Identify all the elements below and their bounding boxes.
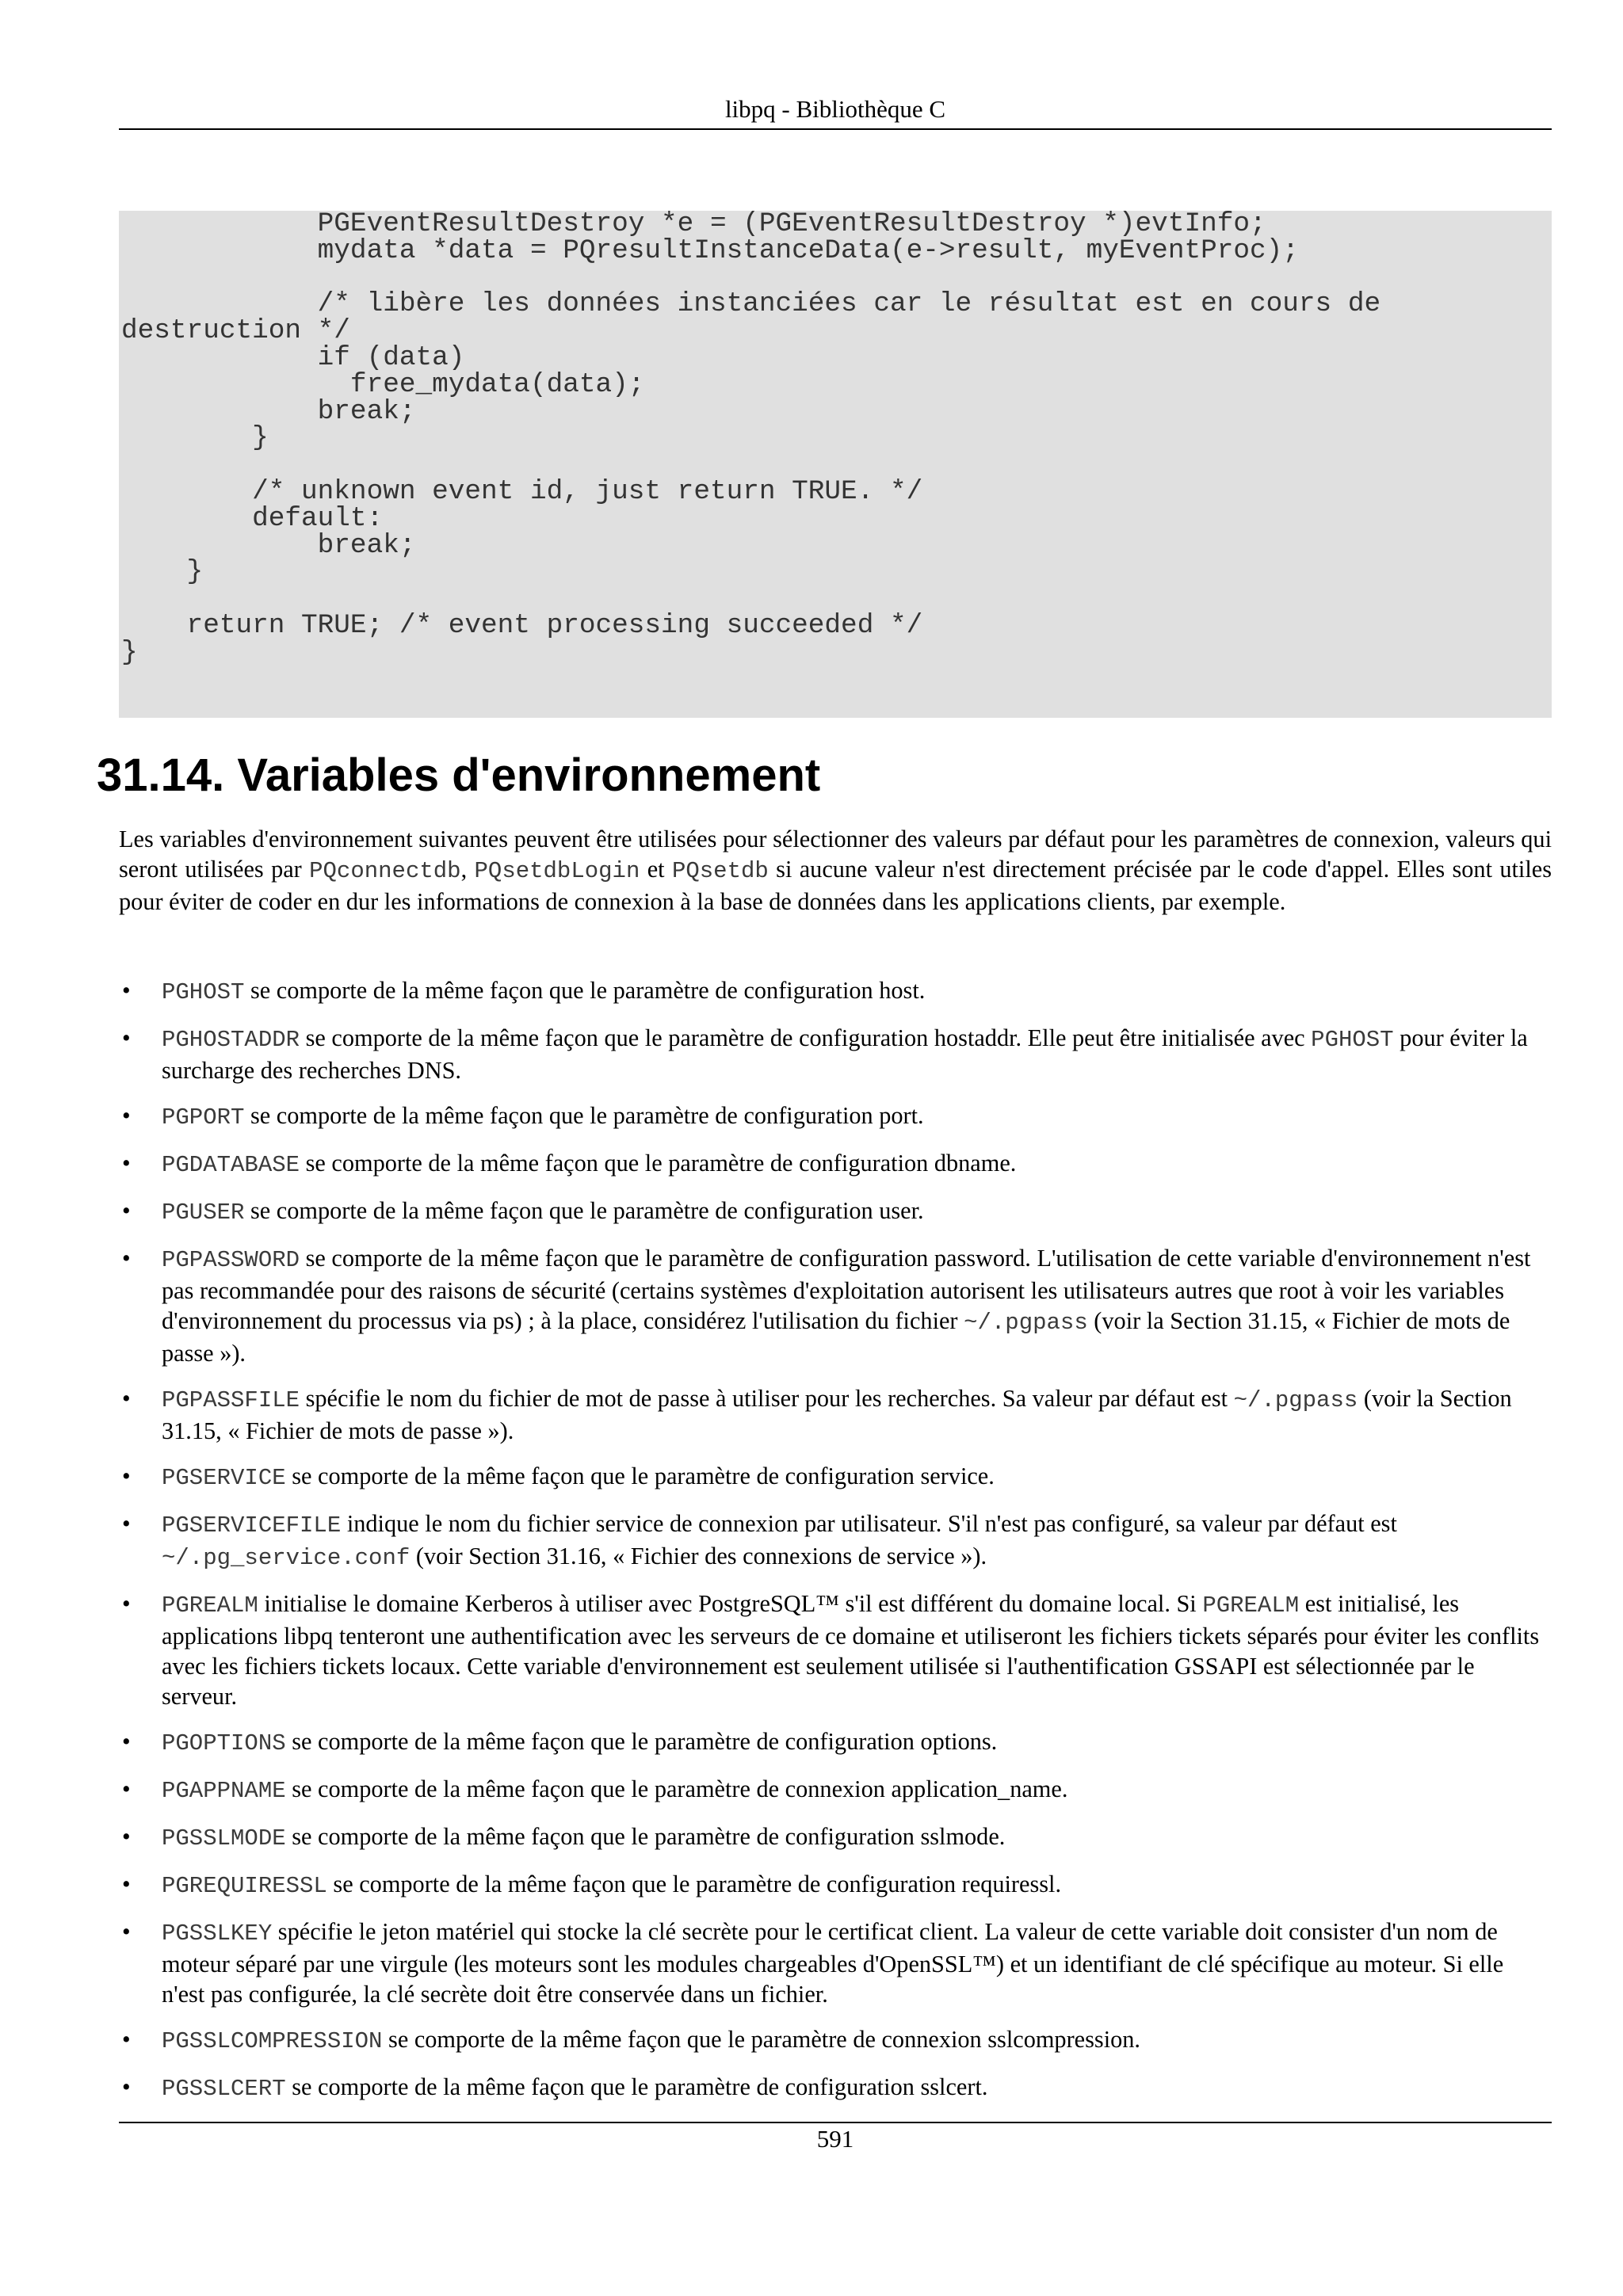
bullet-icon: •	[122, 1728, 131, 1755]
env-var-desc: se comporte de la même façon que le paramètre de configuration host.	[244, 977, 926, 1004]
env-var-name: PGOPTIONS	[162, 1730, 286, 1756]
inline-code: ~/.pgpass	[1233, 1387, 1358, 1413]
env-var-name: PGSSLCOMPRESSION	[162, 2028, 383, 2054]
env-var-desc: se comporte de la même façon que le paramètre de connexion application_name.	[285, 1775, 1068, 1802]
env-var-desc: se comporte de la même façon que le paramètre de configuration dbname.	[300, 1150, 1017, 1177]
inline-code: PGREALM	[1202, 1592, 1300, 1619]
code-line: if (data)	[121, 341, 465, 373]
intro-paragraph	[119, 824, 1552, 917]
env-var-name: PGSSLMODE	[162, 1825, 286, 1852]
list-item	[119, 1461, 1552, 1493]
intro-text: et	[640, 856, 672, 883]
code-line: }	[121, 556, 204, 588]
intro-text: Les variables d'environnement suivantes peuvent être utilisées pour sélectionner des valeurs par défaut pour les paramètres de connexion, valeurs qui seront utilisées par	[119, 826, 1552, 883]
list-item	[119, 2024, 1552, 2057]
bullet-icon: •	[122, 1150, 131, 1177]
env-var-desc: initialise le domaine Kerberos à utiliser avec PostgreSQL™ s'il est différent du domaine local. Si	[258, 1590, 1203, 1617]
bullet-icon: •	[122, 1197, 131, 1224]
page-number: 591	[816, 2125, 854, 2153]
env-var-desc: (voir Section 31.16, « Fichier des connexions de service »).	[410, 1543, 987, 1569]
env-var-name: PGAPPNAME	[162, 1778, 286, 1804]
env-var-name: PGSSLCERT	[162, 2076, 286, 2102]
env-var-desc: se comporte de la même façon que le paramètre de configuration port.	[244, 1102, 924, 1129]
section-title: 31.14. Variables d'environnement	[97, 749, 821, 801]
code-line: free_mydata(data);	[121, 368, 645, 400]
list-item	[119, 1100, 1552, 1133]
code-line: /* unknown event id, just return TRUE. */	[121, 475, 923, 507]
env-var-desc: se comporte de la même façon que le paramètre de configuration requiressl.	[327, 1871, 1062, 1897]
bullet-icon: •	[122, 1463, 131, 1489]
env-var-desc: se comporte de la même façon que le paramètre de configuration hostaddr. Elle peut être initialisée avec	[300, 1024, 1312, 1051]
env-var-desc: pour éviter la surcharge des recherches DNS.	[162, 1024, 1528, 1084]
list-item	[119, 975, 1552, 1008]
bullet-icon: •	[122, 1024, 131, 1051]
list-item	[119, 1917, 1552, 2009]
bullet-icon: •	[122, 2026, 131, 2053]
code-line: mydata *data = PQresultInstanceData(e->result, myEventProc);	[121, 235, 1299, 266]
code-line: PGEventResultDestroy *e = (PGEventResultDestroy *)evtInfo;	[121, 208, 1266, 239]
env-var-name: PGSSLKEY	[162, 1920, 273, 1947]
bullet-icon: •	[122, 2073, 131, 2100]
code-line: return TRUE; /* event processing succeeded */	[121, 609, 923, 641]
list-item	[119, 1869, 1552, 1901]
code-line: /* libère les données instanciées car le résultat est en cours de	[121, 288, 1381, 320]
bullet-icon: •	[122, 1775, 131, 1802]
code-line: }	[121, 422, 269, 454]
bullet-icon: •	[122, 1918, 131, 1945]
env-var-name: PGPASSWORD	[162, 1247, 300, 1273]
code-block	[119, 208, 1552, 718]
env-var-desc: (voir la Section 31.15, « Fichier de mots de passe »).	[162, 1307, 1510, 1367]
env-var-desc: se comporte de la même façon que le paramètre de configuration sslmode.	[285, 1823, 1006, 1850]
running-header: libpq - Bibliothèque C	[724, 95, 946, 123]
list-item	[119, 1589, 1552, 1711]
code-line: }	[121, 636, 138, 668]
env-var-name: PGREALM	[162, 1592, 258, 1619]
env-var-name: PGPASSFILE	[162, 1387, 300, 1413]
env-var-name: PGDATABASE	[162, 1152, 300, 1178]
env-var-name: PGREQUIRESSL	[162, 1873, 327, 1899]
env-var-desc: se comporte de la même façon que le paramètre de configuration user.	[244, 1197, 924, 1224]
bullet-icon: •	[122, 1590, 131, 1617]
env-var-name: PGPORT	[162, 1104, 245, 1131]
code-line: break;	[121, 395, 416, 427]
list-item	[119, 1243, 1552, 1368]
code-line: destruction */	[121, 315, 350, 347]
env-var-name: PGHOST	[162, 979, 245, 1005]
env-var-desc: spécifie le nom du fichier de mot de passe à utiliser pour les recherches. Sa valeur par défaut est	[300, 1385, 1234, 1412]
inline-code: ~/.pgpass	[964, 1310, 1088, 1336]
code-line: break;	[121, 529, 416, 561]
env-var-desc: spécifie le jeton matériel qui stocke la clé secrète pour le certificat client. La valeur de cette variable doit consister d'un nom de moteur séparé par une virgule (les moteurs sont les modules chargeables d'OpenSSL™) et un identifiant de clé spécifique au moteur. Si elle n'est pas configurée, la clé secrète doit être conservée dans un fichier.	[162, 1918, 1504, 2008]
env-var-desc: (voir la Section 31.15, « Fichier de mots de passe »).	[162, 1385, 1512, 1444]
env-var-desc: se comporte de la même façon que le paramètre de configuration sslcert.	[285, 2073, 988, 2100]
list-item	[119, 1196, 1552, 1228]
env-var-desc: se comporte de la même façon que le paramètre de configuration password. L'utilisation de cette variable d'environnement n'est pas recommandée pour des raisons de sécurité (certains systèmes d'exploitation autorisent les utilisateurs autres que root à voir les variables d'environnement du processus via ps) ; à la place, considérez l'utilisation du fichier	[162, 1245, 1531, 1334]
code-line: default:	[121, 502, 384, 534]
env-var-desc: se comporte de la même façon que le paramètre de configuration service.	[285, 1463, 995, 1489]
env-var-desc: est initialisé, les applications libpq tenteront une authentification avec les serveurs de ce domaine et utiliseront les fichiers tickets séparés pour éviter les conflits avec les fichiers tickets locaux. Cette variable d'environnement est seulement utilisée si l'authentification GSSAPI est sélectionnée par le serveur.	[162, 1590, 1540, 1710]
code-listing	[121, 208, 1381, 668]
function-name: PQconnectdb	[309, 858, 461, 884]
list-item	[119, 1148, 1552, 1180]
env-var-desc: indique le nom du fichier service de connexion par utilisateur. S'il n'est pas configuré, sa valeur par défaut est	[341, 1510, 1397, 1537]
inline-code: ~/.pg_service.conf	[162, 1545, 411, 1571]
bullet-icon: •	[122, 1245, 131, 1272]
list-item	[119, 1726, 1552, 1759]
intro-text: ,	[460, 856, 475, 883]
env-var-desc: se comporte de la même façon que le paramètre de configuration options.	[285, 1728, 998, 1755]
list-item	[119, 1508, 1552, 1573]
list-item	[119, 1774, 1552, 1806]
bullet-icon: •	[122, 1385, 131, 1412]
list-item	[119, 2072, 1552, 2104]
bullet-icon: •	[122, 1510, 131, 1537]
list-item	[119, 1821, 1552, 1854]
bullet-icon: •	[122, 1102, 131, 1129]
env-var-name: PGSERVICEFILE	[162, 1512, 342, 1539]
inline-code: PGHOST	[1311, 1027, 1394, 1053]
function-name: PQsetdbLogin	[474, 858, 640, 884]
env-variable-list	[119, 975, 1552, 2119]
bullet-icon: •	[122, 977, 131, 1004]
intro-text: si aucune valeur n'est directement précisée par le code d'appel. Elles sont utiles pour éviter de coder en dur les informations de connexion à la base de données dans les applications clients, par exemple.	[119, 856, 1552, 915]
list-item	[119, 1023, 1552, 1085]
env-var-name: PGSERVICE	[162, 1465, 286, 1491]
bullet-icon: •	[122, 1823, 131, 1850]
env-var-name: PGUSER	[162, 1199, 245, 1226]
env-var-name: PGHOSTADDR	[162, 1027, 300, 1053]
header-rule	[119, 128, 1552, 130]
env-var-desc: se comporte de la même façon que le paramètre de connexion sslcompression.	[382, 2026, 1140, 2053]
function-name: PQsetdb	[671, 858, 769, 884]
bullet-icon: •	[122, 1871, 131, 1897]
list-item	[119, 1383, 1552, 1446]
